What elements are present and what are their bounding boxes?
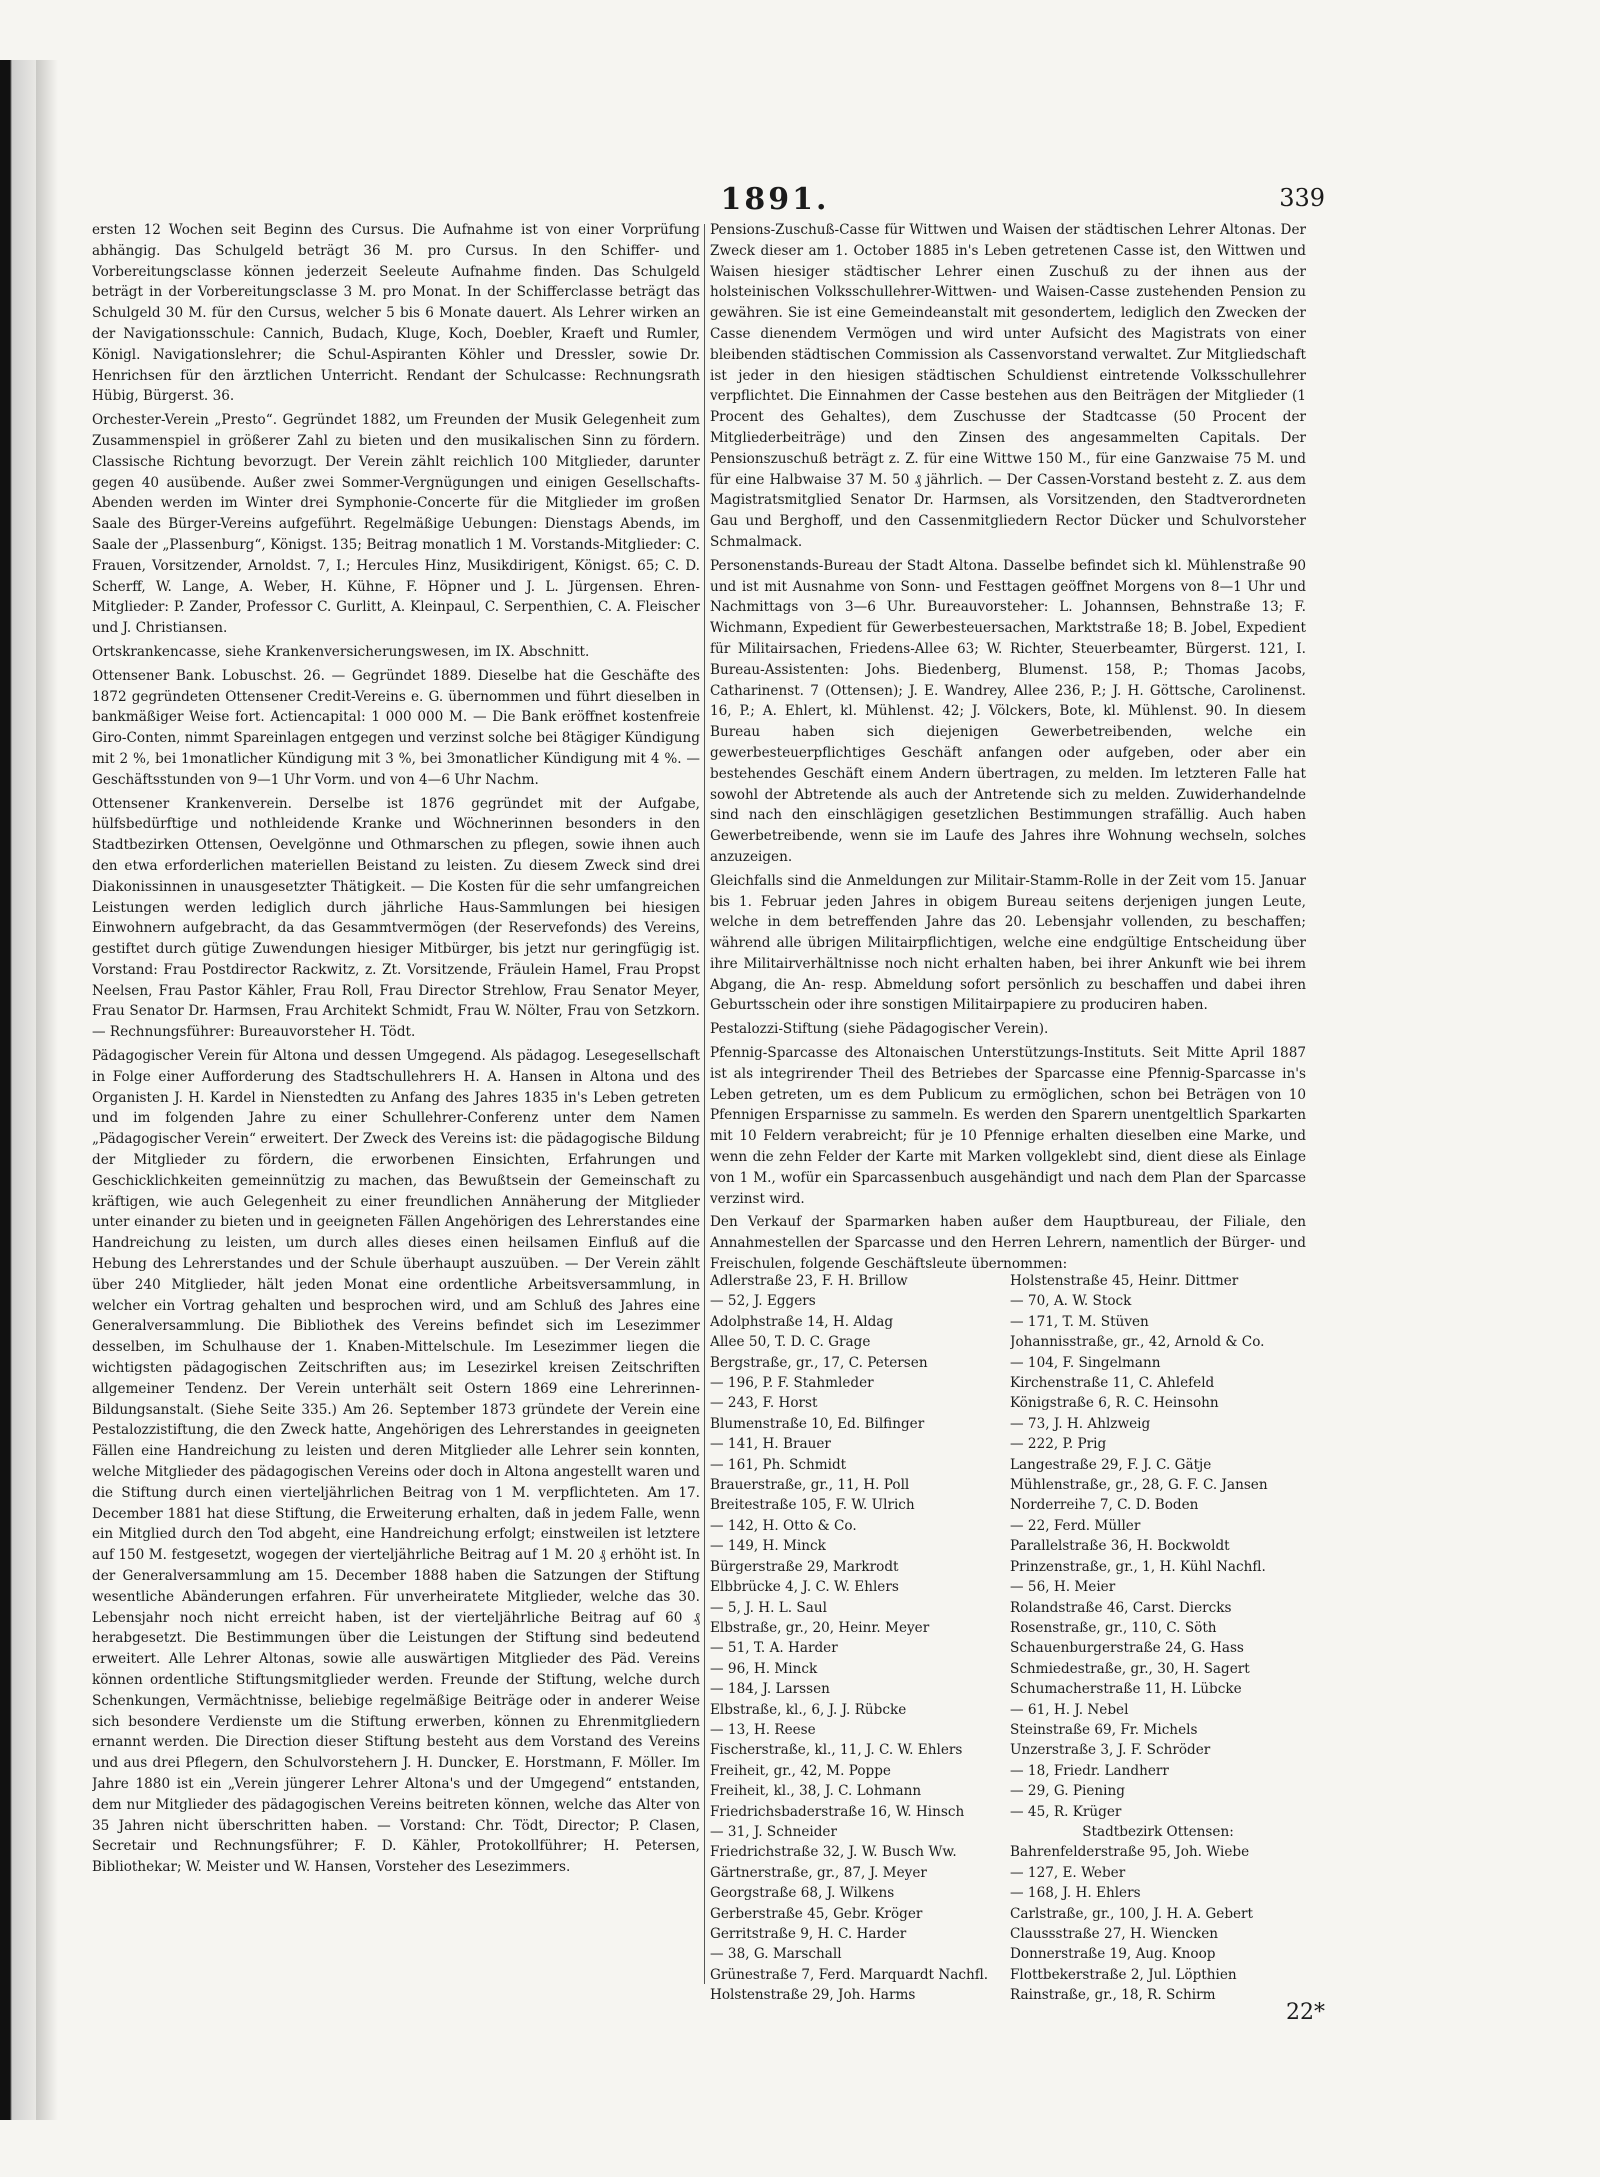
vendor-entry: Schumacherstraße 11, H. Lübcke: [1010, 1681, 1242, 1698]
vendor-entry: Rolandstraße 46, Carst. Diercks: [1010, 1599, 1232, 1616]
vendor-entry: Elbstraße, gr., 20, Heinr. Meyer: [710, 1619, 930, 1636]
vendor-entry: Carlstraße, gr., 100, J. H. A. Gebert: [1010, 1905, 1254, 1922]
vendor-entry: Bergstraße, gr., 17, C. Petersen: [710, 1354, 928, 1371]
vendor-entry: Adlerstraße 23, F. H. Brillow: [710, 1273, 908, 1289]
vendor-entry: — 31, J. Schneider: [710, 1823, 837, 1840]
vendor-entry: Stadtbezirk Ottensen:: [1082, 1823, 1234, 1840]
entry-paedagogischer-verein: Pädagogischer Verein für Altona und dessen Umgegend. Als pädagog. Lesegesellschaft in Folge einer Aufforderung des Stadtschullehrers H. A. Hansen in Altona und des Organisten J. H. Kardel in Nienstedten zu Anfang des Jahres 1835 in's Leben getreten und im folgenden Jahre zu einer Schullehrer-Conferenz unter dem Namen „Pädagogischer Verein“ erweitert. Der Zweck des Vereins ist: die pädagogische Bildung der Mitglieder zu fördern, die erworbenen Einsichten, Erfahrungen und Geschicklichkeiten gemeinnützig zu machen, das Bewußtsein der Gemeinschaft zu kräftigen, wie auch Gelegenheit zu einer freundlichen Annäherung der Mitglieder unter einander zu bieten und in geeigneten Fällen Angehörigen des Lehrerstandes eine Handreichung zu leisten, um durch alles dieses einen heilsamen Einfluß auf die Hebung des Lehrerstandes und der Schule überhaupt auszuüben. — Der Verein zählt über 240 Mitglieder, hält jeden Monat eine ordentliche Arbeitsversammlung, in welcher ein Vortrag gehalten und besprochen wird, und am Schluß des Jahres eine Generalversammlung. Die Bibliothek des Vereins befindet sich im Lesezimmer desselben, im Schulhause der 1. Knaben-Mittelschule. Im Lesezimmer liegen die wichtigsten pädagogischen Zeitschriften aus; im Lesezirkel kreisen Zeitschriften allgemeiner Tendenz. Der Verein unterhält seit Ostern 1869 eine Lehrerinnen-Bildungsanstalt. (Siehe Seite 335.) Am 26. September 1873 gründete der Verein eine Pestalozzistiftung, die den Zweck hatte, Angehörigen des Lehrerstandes in geeigneten Fällen eine Handreichung zu leisten und deren Mitglieder alle Lehrer sein konnten, welche Mitglieder des pädagogischen Vereins oder doch in Altona angestellt waren und die Stiftung durch einen vierteljährlichen Beitrag von 1 M. verpflichteten. Am 17. December 1881 hat diese Stiftung, die Erweiterung erhalten, daß in jedem Falle, wenn ein Mitglied durch den Tod abgeht, eine Handreichung erfolgt; einstweilen ist letztere auf 150 M. festgesetzt, wogegen der vierteljährliche Beitrag auf 1 M. 20 ₰ erhöht ist. In der Generalversammlung am 15. December 1888 haben die Satzungen der Stiftung wesentliche Abänderungen erfahren. Für unverheiratete Mitglieder, welche das 30. Lebensjahr noch nicht erreicht haben, ist der vierteljährliche Beitrag auf 60 ₰ herabgesetzt. Die Bestimmungen über die Leistungen der Stiftung sind bedeutend erweitert. Alle Lehrer Altonas, sowie alle auswärtigen Mitglieder des Päd. Vereins können ordentliche Stiftungsmitglieder werden. Freunde der Stiftung, welche durch Schenkungen, Vermächtnisse, beliebige regelmäßige Beiträge oder in anderer Weise sich besondere Verdienste um die Stiftung erwerben, können zu Ehrenmitgliedern ernannt werden. Die Direction dieser Stiftung besteht aus dem Vorstand des Vereins und aus drei Pflegern, den Schulvorstehern J. H. Duncker, E. Horstmann, F. Möller. Im Jahre 1880 ist ein „Verein jüngerer Lehrer Altona's und der Umgegend“ entstanden, dem nur Mitglieder des pädagogischen Vereins beitreten können, welche das Alter von 35 Jahren nicht überschritten haben. — Vorstand: Chr. Tödt, Director; P. Clasen, Secretair und Rechnungsführer; F. D. Kähler, Protokollführer; H. Petersen, Bibliothekar; W. Meister und W. Hansen, Vorsteher des Lesezimmers.: [92, 1048, 700, 1876]
vendor-entry: Norderreihe 7, C. D. Boden: [1010, 1497, 1199, 1514]
vendor-entry: Parallelstraße 36, H. Bockwoldt: [1010, 1538, 1230, 1555]
entry-pensions-zuschuss-casse: Pensions-Zuschuß-Casse für Wittwen und Waisen der städtischen Lehrer Altonas. Der Zweck dieser am 1. October 1885 in's Leben getretenen Casse ist, den Wittwen und Waisen hiesiger städtischer Lehrer einen Zuschuß zu der ihnen aus der holsteinischen Volksschullehrer-Wittwen- und Waisen-Casse zustehenden Pension zu gewähren. Sie ist eine Gemeindeanstalt mit gesondertem, lediglich den Zwecken der Casse dienendem Vermögen und wird unter Aufsicht des Magistrats von einer bleibenden städtischen Commission als Cassenvorstand verwaltet. Zur Mitgliedschaft ist jeder in den hiesigen städtischen Schuldienst eintretende Volksschullehrer verpflichtet. Die Einnahmen der Casse bestehen aus den Beiträgen der Mitglieder (1 Procent des Gehaltes), dem Zuschusse der Stadtcasse (50 Procent der Mitgliederbeiträge) und den Zinsen des angesammelten Capitals. Der Pensionszuschuß beträgt z. Z. für eine Wittwe 150 M., für eine Ganzwaise 75 M. und für eine Halbwaise 37 M. 50 ₰ jährlich. — Der Cassen-Vorstand besteht z. Z. aus dem Magistratsmitglied Senator Dr. Harmsen, als Vorsitzenden, den Stadtverordneten Gau und Berghoff, und den Cassenmitgliedern Rector Dücker und Schulvorsteher Schmalmack.: [710, 222, 1306, 550]
vendor-entry: Freiheit, kl., 38, J. C. Lohmann: [710, 1783, 922, 1800]
vendor-entry: Mühlenstraße, gr., 28, G. F. C. Jansen: [1010, 1477, 1268, 1494]
entry-militair-stammrolle: Gleichfalls sind die Anmeldungen zur Militair-Stamm-Rolle in der Zeit vom 15. Januar bis 1. Februar jeden Jahres in obigem Bureau seitens derjenigen jungen Leute, welche in dem betreffenden Jahre das 20. Lebensjahr vollenden, zu beschaffen; während alle übrigen Militairpflichtigen, welche eine endgültige Entscheidung über ihre Militairverhältnisse noch nicht erhalten haben, bei ihrer Ankunft wie bei ihrem Abgang, die An- resp. Abmeldung sofort persönlich zu beschaffen und dabei ihren Geburtsschein oder ihre sonstigen Militairpapiere zu produciren haben.: [710, 872, 1306, 1014]
vendor-entry: — 45, R. Krüger: [1010, 1803, 1122, 1820]
page-year: 1891.: [720, 182, 830, 217]
vendor-entry: Adolphstraße 14, H. Aldag: [710, 1313, 894, 1330]
vendor-entry: Schauenburgerstraße 24, G. Hass: [1010, 1640, 1244, 1657]
vendor-entry: — 243, F. Horst: [710, 1395, 818, 1412]
vendor-entry: — 196, P. F. Stahmleder: [710, 1375, 874, 1392]
vendor-entry: — 104, F. Singelmann: [1010, 1354, 1161, 1371]
vendor-entry: — 73, J. H. Ahlzweig: [1010, 1415, 1151, 1432]
entry-ottensener-krankenverein: Ottensener Krankenverein. Derselbe ist 1876 gegründet mit der Aufgabe, hülfsbedürftige und nothleidende Kranke und Wöchnerinnen besonders in den Stadtbezirken Ottensen, Oevelgönne und Othmarschen zu pflegen, sowie ihnen auch den etwa erforderlichen materiellen Beistand zu leisten. Zu diesem Zweck sind drei Diakonissinnen in unausgesetzter Thätigkeit. — Die Kosten für die sehr umfangreichen Leistungen werden lediglich durch jährliche Haus-Sammlungen bei hiesigen Einwohnern aufgebracht, da das Gesammtvermögen (der Reservefonds) des Vereins, gestiftet durch gütige Zuwendungen hiesiger Mitbürger, bis jetzt nur geringfügig ist. Vorstand: Frau Postdirector Rackwitz, z. Zt. Vorsitzende, Fräulein Hamel, Frau Propst Neelsen, Frau Pastor Kähler, Frau Roll, Frau Director Strehlow, Frau Senator Meyer, Frau Senator Dr. Harmsen, Frau Architekt Schmidt, Frau W. Nölter, Frau von Setzkorn. — Rechnungsführer: Bureauvorsteher H. Tödt.: [92, 795, 700, 1041]
vendor-entry: Unzerstraße 3, J. F. Schröder: [1010, 1742, 1211, 1759]
vendor-entry: Friedrichsbaderstraße 16, W. Hinsch: [710, 1803, 965, 1820]
vendor-entry: — 149, H. Minck: [710, 1538, 826, 1555]
vendor-entry: Langestraße 29, F. J. C. Gätje: [1010, 1456, 1212, 1473]
vendor-entry: Blumenstraße 10, Ed. Bilfinger: [710, 1415, 925, 1432]
vendor-entry: — 38, G. Marschall: [710, 1946, 842, 1963]
entry-pestalozzi-stiftung: Pestalozzi-Stiftung (siehe Pädagogischer Verein).: [710, 1021, 1049, 1038]
vendor-entry: — 56, H. Meier: [1010, 1579, 1116, 1596]
vendor-entry: Gerberstraße 45, Gebr. Kröger: [710, 1905, 923, 1922]
vendor-entry: — 18, Friedr. Landherr: [1010, 1762, 1169, 1779]
vendor-entry: — 70, A. W. Stock: [1010, 1293, 1132, 1310]
vendor-entry: Prinzenstraße, gr., 1, H. Kühl Nachfl.: [1010, 1558, 1266, 1575]
entry-orchester-verein: Orchester-Verein „Presto“. Gegründet 1882, um Freunden der Musik Gelegenheit zum Zusammenspiel in größerer Zahl zu bieten und den musikalischen Sinn zu fördern. Classische Richtung bevorzugt. Der Verein zählt reichlich 100 Mitglieder, darunter gegen 40 ausübende. Außer zwei Sommer-Vergnügungen und einigen Gesellschafts-Abenden werden im Winter drei Symphonie-Concerte für die Mitglieder im großen Saale des Bürger-Vereins aufgeführt. Regelmäßige Uebungen: Dienstags Abends, im Saale der „Plassenburg“, Königst. 135; Beitrag monatlich 1 M. Vorstands-Mitglieder: C. Frauen, Vorsitzender, Arnoldst. 7, I.; Hercules Hinz, Musikdirigent, Königst. 65; C. D. Scherff, W. Lange, A. Weber, H. Kühne, F. Höpner und J. L. Jürgensen. Ehren-Mitglieder: P. Zander, Professor C. Gurlitt, A. Kleinpaul, C. Serpenthien, C. A. Fleischer und J. Christiansen.: [92, 412, 700, 637]
entry-pfennig-sparcasse: Pfennig-Sparcasse des Altonaischen Unterstützungs-Instituts. Seit Mitte April 1887 ist als integrirender Theil des Betriebes der Sparcasse eine Pfennig-Sparcasse in's Leben getreten, um es dem Publicum zu ermöglichen, schon bei Beträgen von 10 Pfennigen Ersparnisse zu sammeln. Es werden den Sparern unentgeltlich Sparkarten mit 10 Feldern verabreicht; für je 10 Pfennige erhalten dieselben eine Marke, und wenn die zehn Felder der Karte mit Marken vollgeklebt sind, dient diese als Einlage von 1 M., wofür ein Sparcassenbuch ausgehändigt und nach dem Plan der Sparcasse verzinst wird.: [710, 1045, 1306, 1207]
entry-sparmarken-verkauf: Den Verkauf der Sparmarken haben außer dem Hauptbureau, der Filiale, den Annahmestellen der Sparcasse und den Herren Lehrern, namentlich der Bürger- und Freischulen, folgende Geschäftsleute übernommen:: [710, 1214, 1306, 1273]
vendor-entry: — 222, P. Prig: [1010, 1436, 1107, 1453]
vendor-entry: Holstenstraße 29, Joh. Harms: [710, 1987, 916, 2004]
vendor-entry: Johannisstraße, gr., 42, Arnold & Co.: [1010, 1334, 1265, 1351]
vendor-entry: Claussstraße 27, H. Wiencken: [1010, 1926, 1219, 1942]
vendor-entry: — 52, J. Eggers: [710, 1293, 816, 1310]
vendor-entry: — 51, T. A. Harder: [710, 1640, 838, 1657]
vendor-entry: — 13, H. Reese: [710, 1721, 816, 1738]
vendor-entry: — 127, E. Weber: [1010, 1864, 1126, 1881]
vendor-entry: Königstraße 6, R. C. Heinsohn: [1010, 1395, 1219, 1412]
vendor-entry: Grünestraße 7, Ferd. Marquardt Nachfl.: [710, 1966, 989, 1983]
page-number: 339: [1279, 184, 1325, 212]
vendor-entry: — 161, Ph. Schmidt: [710, 1456, 847, 1473]
vendor-entry: — 142, H. Otto & Co.: [710, 1517, 857, 1534]
vendor-entry: Allee 50, T. D. C. Grage: [710, 1334, 871, 1351]
vendor-entry: — 184, J. Larssen: [710, 1681, 830, 1698]
vendor-entry: — 29, G. Piening: [1010, 1783, 1125, 1800]
vendor-entry: Donnerstraße 19, Aug. Knoop: [1010, 1946, 1216, 1963]
vendor-entry: Gerritstraße 9, H. C. Harder: [710, 1926, 907, 1942]
binding-edge: [0, 60, 36, 2120]
sheet-signature: 22*: [1286, 2000, 1325, 2025]
vendor-entry: — 171, T. M. Stüven: [1010, 1313, 1149, 1330]
vendor-entry: Elbbrücke 4, J. C. W. Ehlers: [710, 1579, 899, 1596]
vendor-entry: Kirchenstraße 11, C. Ahlefeld: [1010, 1375, 1215, 1392]
vendor-entry: Rosenstraße, gr., 110, C. Söth: [1010, 1619, 1217, 1636]
entry-personenstands-bureau: Personenstands-Bureau der Stadt Altona. Dasselbe befindet sich kl. Mühlenstraße 90 und ist mit Ausnahme von Sonn- und Festtagen geöffnet Morgens von 8—1 Uhr und Nachmittags von 3—6 Uhr. Bureauvorsteher: L. Johannsen, Behnstraße 13; F. Wichmann, Expedient für Gewerbesteuersachen, Marktstraße 18; B. Jobel, Expedient für Militairsachen, Friedens-Allee 63; W. Richter, Steuerbeamter, Bürgerst. 121, I. Bureau-Assistenten: Johs. Biedenberg, Blumenst. 158, P.; Thomas Jacobs, Catharinenst. 7 (Ottensen); J. E. Wandrey, Allee 236, P.; J. H. Göttsche, Carolinenst. 16, P.; A. Ehlert, kl. Mühlenst. 42; J. Völckers, Bote, kl. Mühlenst. 90. In diesem Bureau haben sich diejenigen Gewerbetreibenden, welche ein gewerbesteuerpflichtiges Geschäft anfangen oder aufgeben, oder aber ein bestehendes Geschäft einem Andern übertragen, zu melden. Im letzteren Falle hat sowohl der Abtretende als auch der Antretende sich zu melden. Zuwiderhandelnde sind nach den einschlägigen gesetzlichen Bestimmungen strafällig. Auch haben Gewerbetreibende, wenn sie im Laufe des Jahres ihre Wohnung wechseln, solches anzuzeigen.: [710, 557, 1306, 865]
vendor-entry: Georgstraße 68, J. Wilkens: [710, 1885, 895, 1902]
vendor-entry: Elbstraße, kl., 6, J. J. Rübcke: [710, 1701, 907, 1718]
vendor-entry: Fischerstraße, kl., 11, J. C. W. Ehlers: [710, 1742, 963, 1759]
vendor-list-left: [710, 1271, 1000, 2006]
vendor-entry: Schmiedestraße, gr., 30, H. Sagert: [1010, 1660, 1250, 1677]
vendor-entry: Flottbekerstraße 2, Jul. Löpthien: [1010, 1966, 1237, 1983]
vendor-entry: Gärtnerstraße, gr., 87, J. Meyer: [710, 1864, 927, 1881]
vendor-entry: — 141, H. Brauer: [710, 1436, 831, 1453]
column-divider: [704, 224, 705, 1984]
left-column: [92, 220, 700, 1995]
entry-ottensener-bank: Ottensener Bank. Lobuschst. 26. — Gegründet 1889. Dieselbe hat die Geschäfte des 1872 gegründeten Ottensener Credit-Vereins e. G. übernommen und führt dieselben in bankmäßiger Weise fort. Actiencapital: 1 000 000 M. — Die Bank eröffnet kostenfreie Giro-Conten, nimmt Spareinlagen entgegen und verzinst solche bei 8tägiger Kündigung mit 2 %, bei 1monatlicher Kündigung mit 3 %, bei 3monatlicher Kündigung mit 4 %. — Geschäftsstunden von 9—1 Uhr Vorm. und von 4—6 Uhr Nachm.: [92, 667, 700, 788]
vendor-entry: Bürgerstraße 29, Markrodt: [710, 1558, 899, 1575]
vendor-entry: — 5, J. H. L. Saul: [710, 1599, 827, 1616]
vendor-entry: Steinstraße 69, Fr. Michels: [1010, 1721, 1198, 1738]
vendor-entry: — 61, H. J. Nebel: [1010, 1701, 1129, 1718]
vendor-entry: Friedrichstraße 32, J. W. Busch Ww.: [710, 1844, 957, 1861]
vendor-entry: — 168, J. H. Ehlers: [1010, 1885, 1141, 1902]
binding-shadow: [36, 60, 58, 2120]
vendor-entry: Breitestraße 105, F. W. Ulrich: [710, 1497, 915, 1514]
entry-navigation-school-cont: ersten 12 Wochen seit Beginn des Cursus. Die Aufnahme ist von einer Vorprüfung abhängig. Das Schulgeld beträgt 36 M. pro Cursus. In den Schiffer- und Vorbereitungsclasse können jederzeit Seeleute Aufnahme finden. Das Schulgeld beträgt in der Vorbereitungsclasse 3 M. pro Monat. In der Schifferclasse beträgt das Schulgeld 30 M. für den Cursus, welcher 5 bis 6 Monate dauert. Als Lehrer wirken an der Navigationsschule: Cannich, Budach, Kluge, Koch, Doebler, Kraeft und Rumler, Königl. Navigationslehrer; die Schul-Aspiranten Köhler und Dressler, sowie Dr. Henrichsen für den ärztlichen Unterricht. Rendant der Schulcasse: Rechnungsrath Hübig, Bürgerst. 36.: [92, 222, 700, 405]
vendor-entry: Holstenstraße 45, Heinr. Dittmer: [1010, 1273, 1239, 1289]
vendor-entry: Bahrenfelderstraße 95, Joh. Wiebe: [1010, 1844, 1250, 1861]
entry-ortskrankencasse: Ortskrankencasse, siehe Krankenversicherungswesen, im IX. Abschnitt.: [92, 643, 590, 660]
vendor-list-right: [1010, 1271, 1306, 2006]
vendor-entry: — 22, Ferd. Müller: [1010, 1517, 1141, 1534]
vendor-entry: Freiheit, gr., 42, M. Poppe: [710, 1762, 891, 1779]
vendor-entry: Rainstraße, gr., 18, R. Schirm: [1010, 1987, 1216, 2004]
vendor-entry: Brauerstraße, gr., 11, H. Poll: [710, 1477, 910, 1494]
vendor-entry: — 96, H. Minck: [710, 1660, 818, 1677]
